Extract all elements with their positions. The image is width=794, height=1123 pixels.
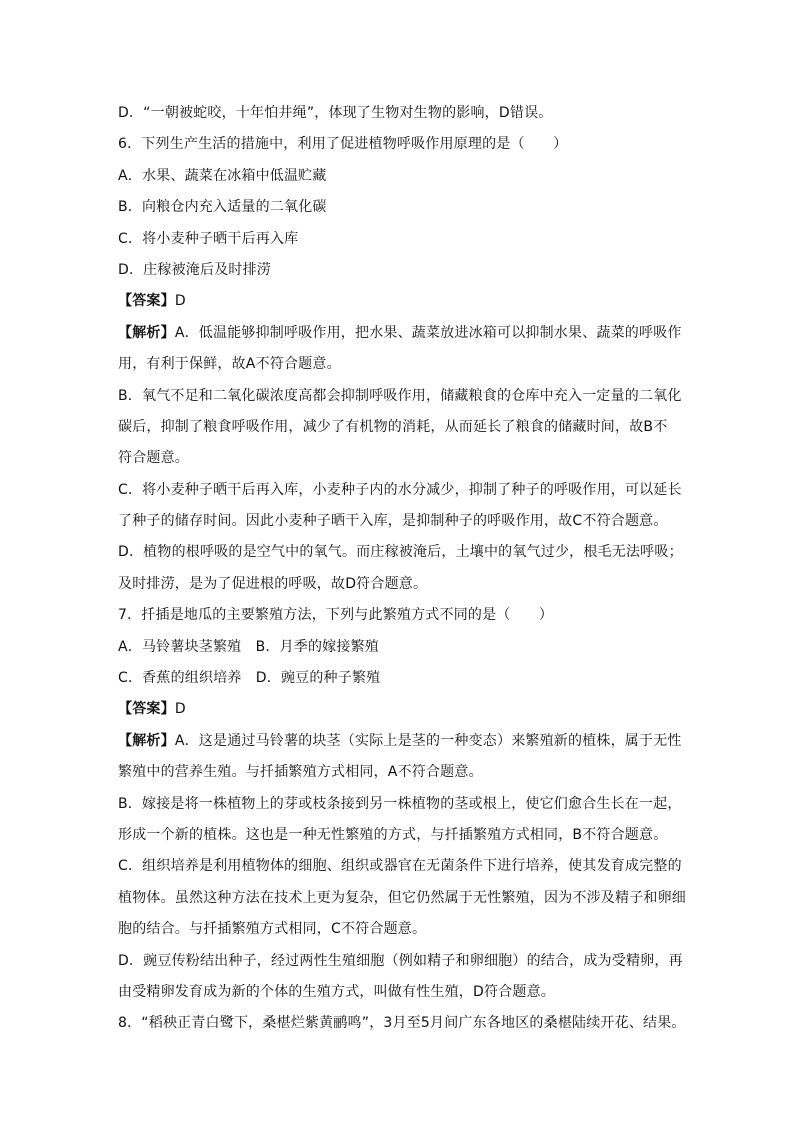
text-line: 了种子的储存时间。因此小麦种子晒干入库，是抑制种子的呼吸作用，故C不符合题意。: [118, 513, 668, 530]
text-line: D．“一朝被蛇咬，十年怕井绳”，体现了生物对生物的影响，D错误。: [118, 105, 553, 121]
text-line: C．将小麦种子晒干后再入库，小麦种子内的水分减少，抑制了种子的呼吸作用，可以延长: [118, 481, 682, 498]
text-line: 用，有利于保鲜，故A不符合题意。: [118, 356, 341, 373]
text-line: 符合题意。: [118, 450, 189, 467]
question-6-option-a: A．水果、蔬菜在冰箱中低温贮藏: [118, 167, 327, 184]
question-6-stem: 6．下列生产生活的措施中，利用了促进植物呼吸作用原理的是（ ）: [118, 136, 568, 153]
question-8-stem: 8．“稻秧正青白鹭下，桑椹烂紫黄鹂鸣”，3月至5月间广东各地区的桑椹陆续开花、结果。: [118, 1015, 686, 1032]
answer-tag: 【答案】: [118, 293, 175, 310]
text-line: 形成一个新的植株。这也是一种无性繁殖的方式，与扦插繁殖方式相同，B不符合题意。: [118, 826, 668, 843]
text-line: 繁殖中的营养生殖。与扦插繁殖方式相同，A不符合题意。: [118, 764, 483, 781]
question-7-stem: 7．扦插是地瓜的主要繁殖方法，下列与此繁殖方式不同的是（ ）: [118, 607, 554, 624]
analysis-text: A．这是通过马铃薯的块茎（实际上是茎的一种变态）来繁殖新的植株，属于无性: [174, 732, 682, 749]
text-line: 植物体。虽然这种方法在技术上更为复杂，但它仍然属于无性繁殖，因为不涉及精子和卵细: [118, 889, 686, 906]
question-7-options-ab: A．马铃薯块茎繁殖 B．月季的嫁接繁殖: [118, 638, 379, 655]
document-body: [118, 98, 688, 1040]
analysis-text: A．低温能够抑制呼吸作用，把水果、蔬菜放进冰箱可以抑制水果、蔬菜的呼吸作: [174, 324, 682, 341]
text-line: D．植物的根呼吸的是空气中的氧气。而庄稼被淹后，土壤中的氧气过少，根毛无法呼吸；: [118, 544, 683, 561]
answer-tag: 【答案】: [118, 701, 175, 718]
text-line: C．组织培养是利用植物体的细胞、组织或器官在无菌条件下进行培养，使其发育成完整的: [118, 858, 682, 875]
text-line: 碳后，抑制了粮食呼吸作用，减少了有机物的消耗，从而延长了粮食的储藏时间，故B不: [118, 418, 668, 435]
analysis-tag: 【解析】: [118, 732, 175, 749]
analysis-line: [118, 318, 688, 349]
answer-line: [118, 694, 688, 725]
question-6-option-b: B．向粮仓内充入适量的二氧化碳: [118, 199, 327, 216]
answer-value: D: [174, 293, 186, 310]
text-line: B．嫁接是将一株植物上的芽或枝条接到另一株植物的茎或根上，使它们愈合生长在一起，: [118, 795, 682, 812]
text-line: 由受精卵发育成为新的个体的生殖方式，叫做有性生殖，D符合题意。: [118, 983, 555, 1000]
text-line: 胞的结合。与扦插繁殖方式相同，C不符合题意。: [118, 921, 427, 938]
text-line: B．氧气不足和二氧化碳浓度高都会抑制呼吸作用，储藏粮食的仓库中充入一定量的二氧化: [118, 387, 682, 404]
analysis-tag: 【解析】: [118, 324, 175, 341]
answer-line: [118, 286, 688, 317]
question-6-option-d: D．庄稼被淹后及时排涝: [118, 261, 271, 278]
question-6-option-c: C．将小麦种子晒干后再入库: [118, 230, 299, 247]
answer-value: D: [174, 701, 186, 718]
question-7-options-cd: C．香蕉的组织培养 D．豌豆的种子繁殖: [118, 670, 381, 687]
text-line: 及时排涝，是为了促进根的呼吸，故D符合题意。: [118, 575, 428, 592]
analysis-line: [118, 726, 688, 757]
text-line: D．豌豆传粉结出种子，经过两性生殖细胞（例如精子和卵细胞）的结合，成为受精卵，再: [118, 952, 683, 969]
